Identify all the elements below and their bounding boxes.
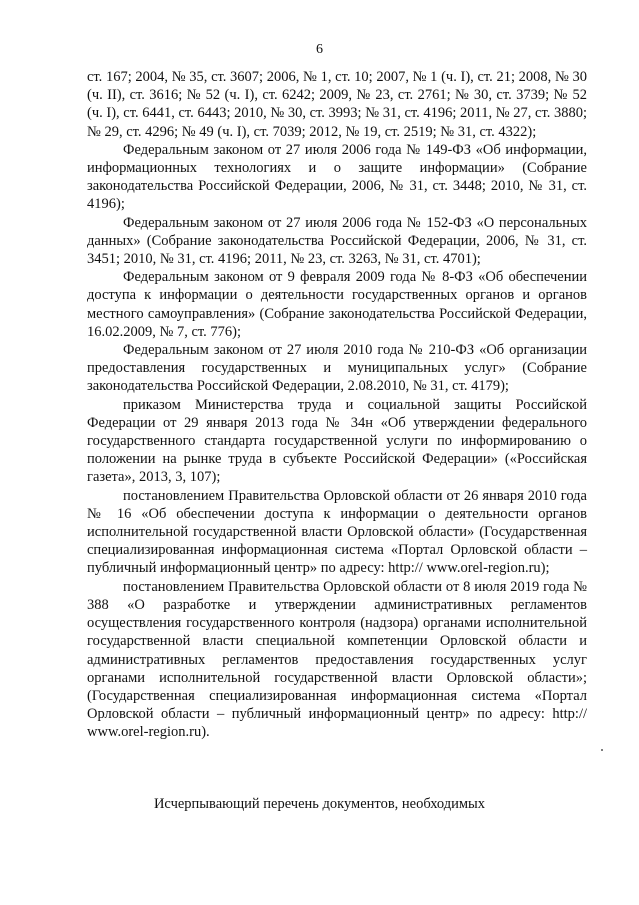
paragraph-labor-ministry-order: приказом Министерства труда и социальной защиты Российской Федерации от 29 января 2013 года № 34н «Об утверждении федерального государственного стандарта государственной услуги по информированию о положении на рынке труда в субъекте Российской Федерации» («Российская газета», 2013, 3, 107);	[87, 396, 587, 486]
paragraph-oryol-resolution-16: постановлением Правительства Орловской области от 26 января 2010 года № 16 «Об обеспечении доступа к информации о деятельности органов исполнительной государственной власти Орловской области» (Государственная специализированная информационная система «Портал Орловской области – публичный информационный центр» по адресу: http:// www.orel-region.ru);	[87, 487, 587, 577]
paragraph-oryol-resolution-388: постановлением Правительства Орловской области от 8 июля 2019 года № 388 «О разработке и утверждении административных регламентов осуществления государственного контроля (надзора) органами исполнительной государственной власти специальной компетенции Орловской области и административных регламентов предоставления государственных услуг органами исполнительной государственной власти Орловской области»; (Государственная специализированная информационная система «Портал Орловской области – публичный информационный центр» по адресу: http:// www.orel-region.ru).	[87, 578, 587, 741]
paragraph-law-8-fz: Федеральным законом от 9 февраля 2009 года № 8-ФЗ «Об обеспечении доступа к информации о деятельности государственных органов и органов местного самоуправления» (Собрание законодательства Российской Федерации, 16.02.2009, № 7, ст. 776);	[87, 269, 587, 340]
scan-speck	[601, 749, 603, 751]
paragraph-law-210-fz: Федеральным законом от 27 июля 2010 года № 210-ФЗ «Об организации предоставления государственных и муниципальных услуг» (Собрание законодательства Российской Федерации, 2.08.2010, № 31, ст. 4179);	[87, 342, 587, 395]
paragraph-citation-continuation: ст. 167; 2004, № 35, ст. 3607; 2006, № 1, ст. 10; 2007, № 1 (ч. I), ст. 21; 2008, № 30 (ч. II), ст. 3616; № 52 (ч. I), ст. 6242; 2009, № 23, ст. 2761; № 30, ст. 3739; № 52 (ч. I), ст. 6441, ст. 6443; 2010, № 30, ст. 3993; № 31, ст. 4196; 2011, № 27, ст. 3880; № 29, ст. 4296; № 49 (ч. I), ст. 7039; 2012, № 19, ст. 2519; № 31, ст. 4322);	[87, 69, 587, 140]
section-heading: Исчерпывающий перечень документов, необходимых	[153, 796, 486, 812]
paragraph-law-149-fz: Федеральным законом от 27 июля 2006 года № 149-ФЗ «Об информации, информационных технологиях и о защите информации» (Собрание законодательства Российской Федерации, 2006, № 31, ст. 3448; 2010, № 31, ст. 4196);	[87, 141, 587, 213]
paragraph-law-152-fz: Федеральным законом от 27 июля 2006 года № 152-ФЗ «О персональных данных» (Собрание законодательства Российской Федерации, 2006, № 31, ст. 3451; 2010, № 31, ст. 4196; 2011, № 23, ст. 3263, № 31, ст. 4701);	[87, 214, 587, 268]
page-number: 6	[316, 42, 323, 57]
document-body	[87, 68, 587, 742]
